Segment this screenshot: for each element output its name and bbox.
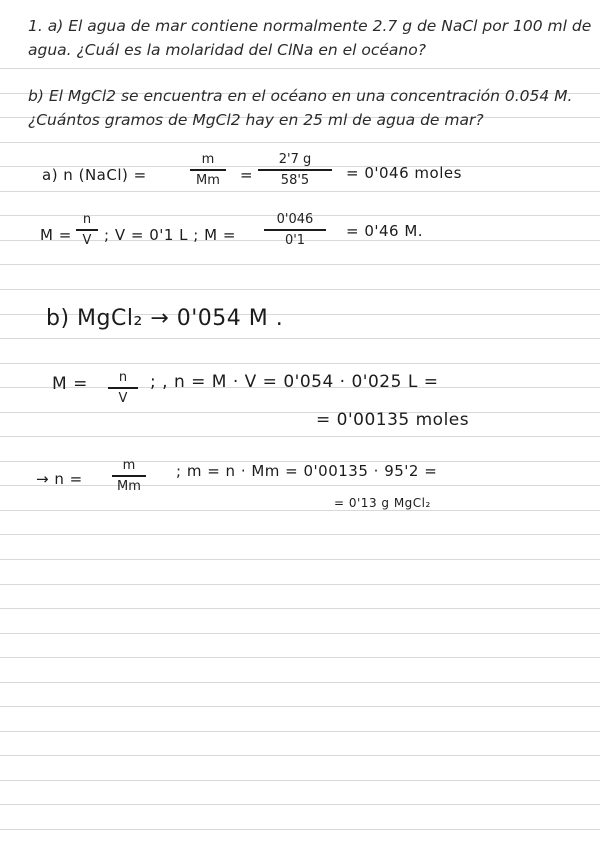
ruled-line [0,657,600,658]
sol-b-frac-2 [112,458,146,494]
ruled-line [0,633,600,634]
ruled-line [0,485,600,486]
sol-b-n-lhs: → n = [36,470,83,488]
sol-a-frac-3-den: V [82,232,92,248]
sol-a-frac-2-den: 58'5 [280,172,310,188]
problem-b-line-2: ¿Cuántos gramos de MgCl2 hay en 25 ml de agua de mar? [28,111,484,129]
sol-a-volume: ; V = 0'1 L ; M = [104,226,236,244]
ruled-line [0,780,600,781]
ruled-line [0,534,600,535]
sol-a-frac-1-num: m [201,152,215,167]
sol-a-result: = 0'046 moles [346,164,462,182]
sol-b-frac-1 [108,370,138,406]
sol-a-equals: = [240,166,254,184]
ruled-line [0,584,600,585]
sol-a-molarity-lhs: M = [40,226,72,244]
problem-a-line-1: 1. a) El agua de mar contiene normalmente 2.7 g de NaCl por 100 ml de [28,17,592,35]
ruled-line [0,338,600,339]
sol-b-moles-result: = 0'00135 moles [316,410,470,430]
problem-b-line-1: b) El MgCl2 se encuentra en el océano en una concentración 0.054 M. [28,87,573,105]
sol-b-frac-2-den: Mm [117,478,141,494]
sol-a-frac-1 [190,152,226,188]
ruled-line [0,731,600,732]
sol-b-line-1: b) MgCl₂ → 0'054 M . [46,306,284,331]
sol-b-moles-calc: ; , n = M · V = 0'054 · 0'025 L = [150,372,439,392]
ruled-line [0,608,600,609]
sol-a-molarity-result: = 0'46 M. [346,222,424,240]
problem-a-line-2: agua. ¿Cuál es la molaridad del ClNa en el océano? [28,41,426,59]
sol-b-mass-result: = 0'13 g MgCl₂ [334,496,431,510]
ruled-line [0,191,600,192]
sol-a-frac-3-num: n [82,212,92,227]
sol-b-molarity-lhs: M = [52,374,88,394]
sol-a-frac-4 [264,212,326,248]
ruled-line [0,706,600,707]
ruled-line [0,682,600,683]
ruled-line [0,289,600,290]
sol-a-frac-4-den: 0'1 [284,232,306,248]
ruled-line [0,142,600,143]
sol-b-frac-2-num: m [122,458,136,473]
ruled-line [0,264,600,265]
sol-b-frac-1-num: n [118,370,128,385]
sol-b-frac-1-den: V [118,390,128,406]
sol-a-frac-4-num: 0'046 [276,212,314,227]
sol-a-frac-3 [76,212,98,248]
sol-a-frac-2 [258,152,332,188]
ruled-line [0,363,600,364]
ruled-line [0,436,600,437]
sol-a-frac-1-den: Mm [196,172,220,188]
ruled-line [0,755,600,756]
ruled-line [0,510,600,511]
ruled-line [0,412,600,413]
sol-a-lhs: a) n (NaCl) = [42,166,147,184]
ruled-line [0,829,600,830]
sol-a-frac-2-num: 2'7 g [278,152,312,167]
ruled-line [0,804,600,805]
ruled-line [0,68,600,69]
ruled-line [0,559,600,560]
sol-b-mass-calc: ; m = n · Mm = 0'00135 · 95'2 = [176,462,438,480]
